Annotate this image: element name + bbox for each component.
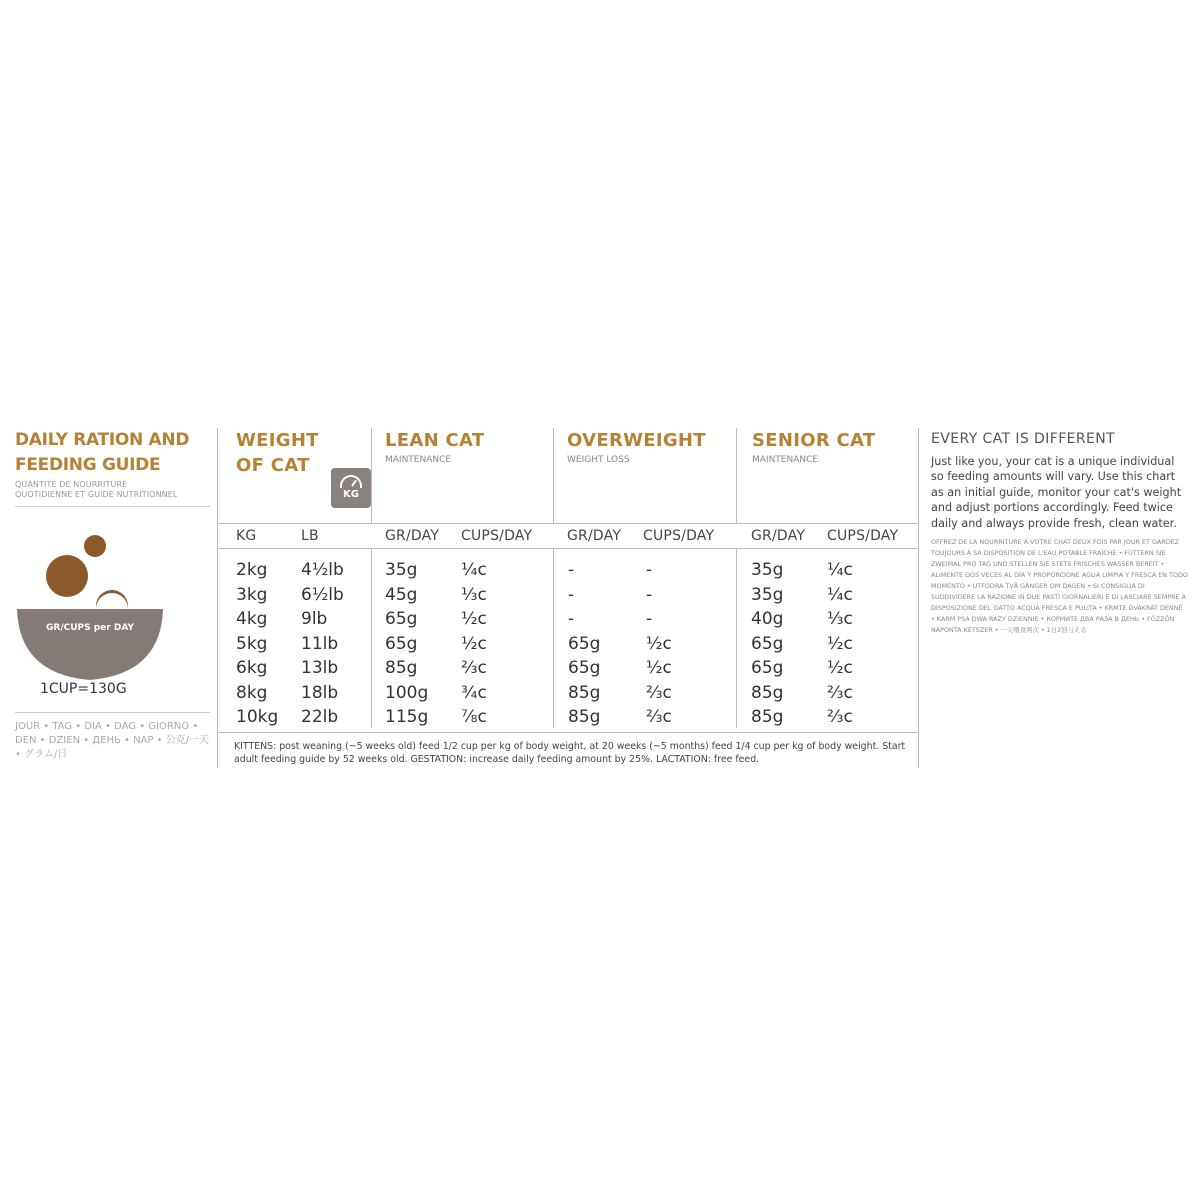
cell-senior-c: ½c xyxy=(827,658,853,678)
feeding-guide-title-panel xyxy=(15,428,210,768)
cell-kg: 6kg xyxy=(236,658,268,678)
cell-senior-g: 35g xyxy=(751,560,784,580)
cell-over-g: 65g xyxy=(568,658,601,678)
senior-gr-header: GR/DAY xyxy=(751,528,806,544)
cell-lean-c: ½c xyxy=(461,633,487,654)
table-body xyxy=(218,558,918,730)
right-panel-translations: OFFREZ DE LA NOURRITURE À VOTRE CHAT DEUX FOIS PAR JOUR ET GARDEZ TOUJOURS À SA DISPOSITION DE L'EAU POTABLE FRAÎCHE • FÜTTERN SIE ZWEIMAL PRO TAG UND STELLEN SIE STETS FRISCHES WASSER BEREIT • ALIMENTE DOS VECES AL DÍA Y PROPORCIONE AGUA LIMPIA Y FRESCA EN TODO MOMENTO • UTFODRA TVÅ GÅNGER OM DAGEN • SI CONSIGLIA DI SUDDIVIDERE LA RAZIONE IN DUE PASTI GIORNALIERI E DI LASCIARE SEMPRE A DISPOSIZIONE DEL GATTO ACQUA FRESCA E PULITA • KRMTE DVAKRÁT DENNĚ • KARM PSA DWA RAZY DZIENNIE • КОРМИТЕ ДВА РАЗА В ДЕНЬ • FŐZZÖN NAPONTA KÉTSZER • 一天喂食两次 • 1日2回与える xyxy=(931,538,1188,635)
cell-lean-g: 65g xyxy=(385,609,418,629)
cell-senior-c: ¼c xyxy=(827,584,853,605)
cell-senior-c: ¼c xyxy=(827,560,853,580)
cell-lean-g: 100g xyxy=(385,682,429,703)
cell-lean-c: ¾c xyxy=(461,682,487,703)
overweight-column-header xyxy=(567,428,735,523)
senior-title: SENIOR CAT xyxy=(752,430,876,451)
column-divider xyxy=(553,428,554,523)
over-gr-header: GR/DAY xyxy=(567,528,622,544)
kibble-icon xyxy=(46,555,88,597)
senior-column-header xyxy=(752,428,918,523)
header-divider xyxy=(218,523,918,524)
table-row xyxy=(218,583,918,608)
cell-senior-g: 40g xyxy=(751,609,784,629)
cell-senior-g: 85g xyxy=(751,682,784,703)
kg-header: KG xyxy=(236,528,257,544)
cell-senior-c: ⅓c xyxy=(827,609,853,629)
table-row xyxy=(218,558,918,583)
lean-cups-header: CUPS/DAY xyxy=(461,528,533,544)
cell-lb: 9lb xyxy=(301,609,328,629)
guide-subtitle-line-1: QUANTITÉ DE NOURRITURE xyxy=(15,480,128,489)
lean-title: LEAN CAT xyxy=(385,430,485,451)
cell-lean-c: ⅞c xyxy=(461,707,487,727)
overweight-subtitle: WEIGHT LOSS xyxy=(567,455,630,465)
cell-over-g: - xyxy=(568,584,575,605)
every-cat-different-panel xyxy=(918,428,1188,768)
subheader-divider xyxy=(218,548,918,549)
kibble-icon xyxy=(84,535,106,557)
lean-gr-header: GR/DAY xyxy=(385,528,440,544)
column-divider xyxy=(371,428,372,523)
cell-senior-g: 35g xyxy=(751,584,784,605)
guide-subtitle-line-2: QUOTIDIENNE ET GUIDE NUTRITIONNEL xyxy=(15,490,178,499)
weight-title-line-1: WEIGHT xyxy=(236,430,319,451)
cell-senior-g: 65g xyxy=(751,633,784,654)
cell-over-c: ⅔c xyxy=(646,707,672,727)
cell-lean-c: ½c xyxy=(461,609,487,629)
senior-subtitle: MAINTENANCE xyxy=(752,455,819,465)
cell-over-c: - xyxy=(646,584,653,605)
cell-senior-c: ⅔c xyxy=(827,707,853,727)
cell-over-c: ½c xyxy=(646,633,672,654)
divider xyxy=(15,506,210,507)
cell-over-g: 65g xyxy=(568,633,601,654)
cell-lean-g: 35g xyxy=(385,560,418,580)
table-row xyxy=(218,607,918,632)
cell-kg: 8kg xyxy=(236,682,268,703)
lean-column-header xyxy=(385,428,553,523)
cell-lb: 6½lb xyxy=(301,584,344,605)
cell-lean-g: 45g xyxy=(385,584,418,605)
overweight-title: OVERWEIGHT xyxy=(567,430,706,451)
right-panel-paragraph: Just like you, your cat is a unique individual so feeding amounts will vary. Use this chart as an initial guide, monitor your cat's weight and adjust portions accordingly. Feed twice daily and always provide fresh, clean water. xyxy=(931,455,1182,530)
scale-icon xyxy=(331,468,371,508)
senior-cups-header: CUPS/DAY xyxy=(827,528,899,544)
cell-kg: 2kg xyxy=(236,560,268,580)
right-panel-title: EVERY CAT IS DIFFERENT xyxy=(931,431,1116,447)
table-row xyxy=(218,632,918,657)
footnote-divider xyxy=(218,732,918,733)
lb-header: LB xyxy=(301,528,319,544)
cell-kg: 5kg xyxy=(236,633,268,654)
table-row xyxy=(218,705,918,730)
over-cups-header: CUPS/DAY xyxy=(643,528,715,544)
cell-over-g: - xyxy=(568,560,575,580)
cell-lean-c: ⅓c xyxy=(461,584,487,605)
cell-over-g: 85g xyxy=(568,682,601,703)
cell-over-c: - xyxy=(646,560,653,580)
weight-title-line-2: OF CAT xyxy=(236,455,310,476)
per-day-translations: JOUR • TAG • DIA • DAG • GIORNO • DEN • DZIEN • ДЕНЬ • NAP • 公克/一天 • グラム/日 xyxy=(15,721,210,760)
cell-senior-g: 65g xyxy=(751,658,784,678)
cell-lean-g: 85g xyxy=(385,658,418,678)
cell-lb: 11lb xyxy=(301,633,339,654)
cup-conversion: 1CUP=130G xyxy=(40,681,127,697)
cell-over-g: 85g xyxy=(568,707,601,727)
cell-over-c: ½c xyxy=(646,658,672,678)
cell-kg: 10kg xyxy=(236,707,279,727)
unit-subheaders xyxy=(218,528,918,548)
cell-over-c: ⅔c xyxy=(646,682,672,703)
cell-senior-c: ⅔c xyxy=(827,682,853,703)
cell-lb: 18lb xyxy=(301,682,339,703)
cell-lean-c: ⅔c xyxy=(461,658,487,678)
divider xyxy=(15,712,210,713)
weight-column-header xyxy=(236,428,371,523)
feeding-table xyxy=(217,428,918,768)
cell-kg: 3kg xyxy=(236,584,268,605)
cell-senior-g: 85g xyxy=(751,707,784,727)
cell-over-g: - xyxy=(568,609,575,629)
cell-kg: 4kg xyxy=(236,609,268,629)
cell-lean-g: 65g xyxy=(385,633,418,654)
guide-title-line-1: DAILY RATION AND xyxy=(15,430,190,450)
table-row xyxy=(218,681,918,706)
guide-title-line-2: FEEDING GUIDE xyxy=(15,455,161,475)
kitten-gestation-footnote: KITTENS: post weaning (~5 weeks old) feed 1/2 cup per kg of body weight, at 20 weeks (~5 months) feed 1/4 cup per kg of body weight. Start adult feeding guide by 52 weeks old. GESTATION: increase daily feeding amount by 25%. LACTATION: free feed. xyxy=(234,741,906,765)
cell-over-c: - xyxy=(646,609,653,629)
cell-lean-c: ¼c xyxy=(461,560,487,580)
cell-lb: 22lb xyxy=(301,707,339,727)
bowl-label: GR/CUPS per DAY xyxy=(46,623,134,633)
cell-lb: 4½lb xyxy=(301,560,344,580)
table-row xyxy=(218,656,918,681)
kg-badge-label: KG xyxy=(343,489,359,500)
column-divider xyxy=(736,428,737,523)
cell-lb: 13lb xyxy=(301,658,339,678)
cell-lean-g: 115g xyxy=(385,707,429,727)
cell-senior-c: ½c xyxy=(827,633,853,654)
lean-subtitle: MAINTENANCE xyxy=(385,455,452,465)
